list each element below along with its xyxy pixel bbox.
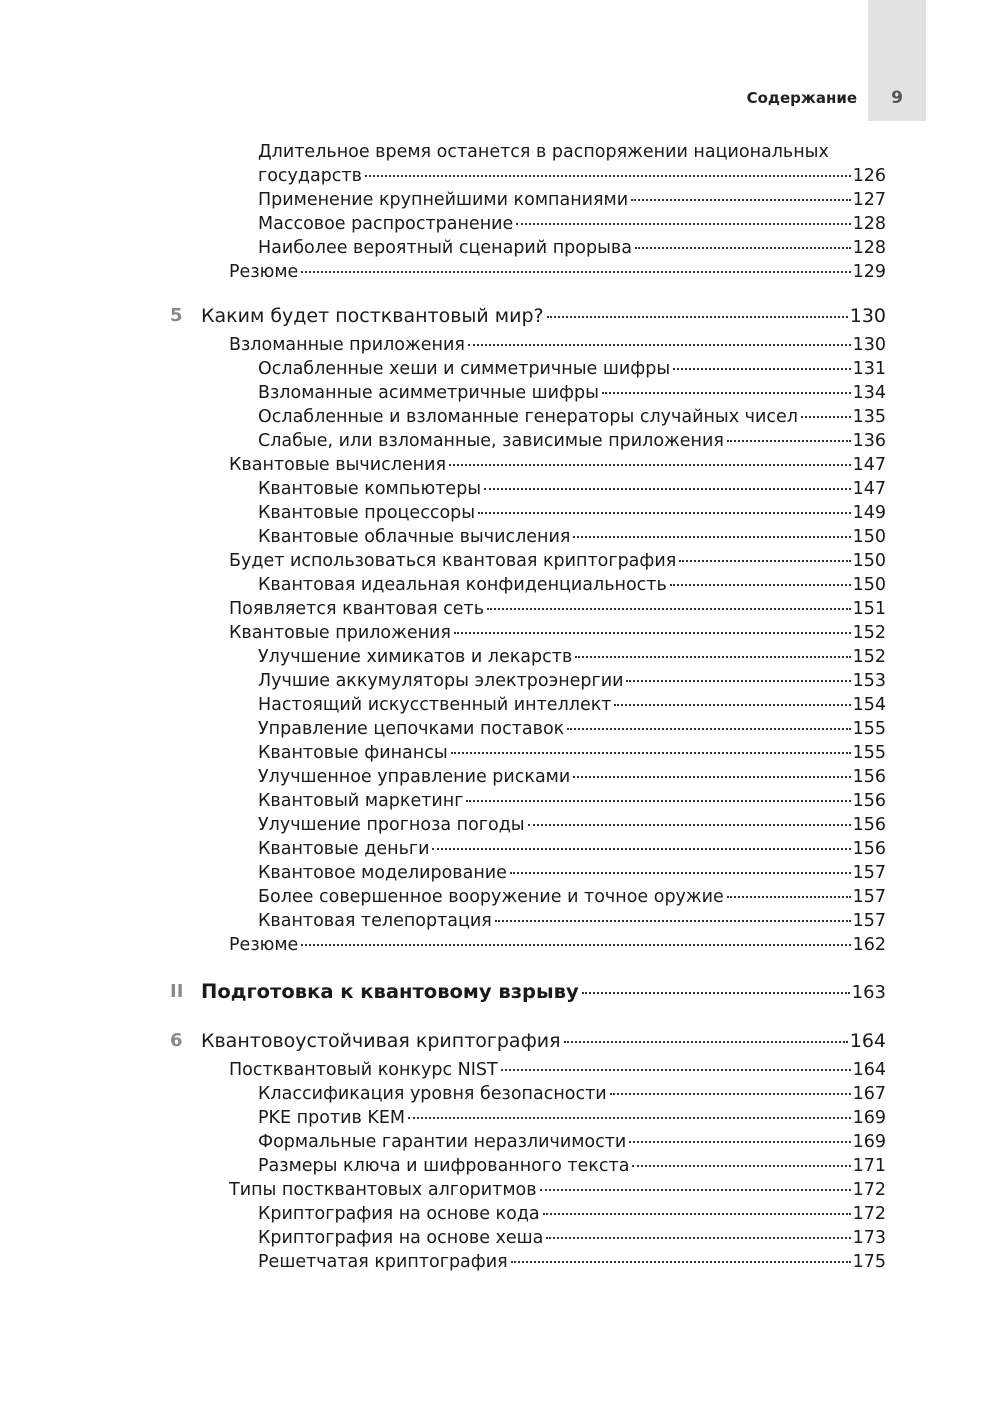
dot-leader bbox=[626, 680, 850, 682]
toc-entry-page: 164 bbox=[852, 1060, 886, 1080]
toc-entry-title: Будет использоваться квантовая криптография bbox=[229, 551, 677, 571]
toc-entry-title: Классификация уровня безопасности bbox=[258, 1084, 607, 1104]
toc-entry-page: 151 bbox=[852, 599, 886, 619]
dot-leader bbox=[629, 1141, 850, 1143]
dot-leader bbox=[573, 776, 850, 778]
toc-entry-page: 130 bbox=[852, 335, 886, 355]
toc-entry-page: 163 bbox=[851, 982, 886, 1003]
dot-leader bbox=[727, 896, 851, 898]
toc-entry-title: Квантовые компьютеры bbox=[258, 479, 482, 499]
toc-entry-page: 156 bbox=[852, 815, 886, 835]
dot-leader bbox=[727, 440, 851, 442]
toc-entry[interactable] bbox=[258, 429, 886, 453]
toc-entry[interactable] bbox=[258, 1082, 886, 1106]
toc-entry[interactable] bbox=[258, 188, 886, 212]
toc-entry[interactable] bbox=[258, 501, 886, 525]
toc-entry[interactable] bbox=[258, 164, 886, 188]
toc-entry-title: Настоящий искусственный интеллект bbox=[258, 695, 612, 715]
toc-entry-page: 153 bbox=[852, 671, 886, 691]
toc-entry[interactable] bbox=[258, 717, 886, 741]
toc-entry[interactable] bbox=[229, 453, 886, 477]
toc-entry-page: 152 bbox=[852, 647, 886, 667]
toc-entry-page: 154 bbox=[852, 695, 886, 715]
toc-entry-page: 169 bbox=[852, 1108, 886, 1128]
toc-entry[interactable] bbox=[258, 1154, 886, 1178]
toc-entry-page: 156 bbox=[852, 839, 886, 859]
toc-entry-page: 136 bbox=[852, 431, 886, 451]
dot-leader bbox=[495, 920, 851, 922]
toc-entry-title: Квантовая идеальная конфиденциальность bbox=[258, 575, 667, 595]
toc-entry-title: Формальные гарантии неразличимости bbox=[258, 1132, 627, 1152]
dot-leader bbox=[454, 632, 851, 634]
dot-leader bbox=[582, 992, 850, 994]
toc-entry-page: 171 bbox=[852, 1156, 886, 1176]
toc-entry-title: Ослабленные хеши и симметричные шифры bbox=[258, 359, 671, 379]
toc-entry-title: Типы постквантовых алгоритмов bbox=[229, 1180, 537, 1200]
toc-entry[interactable] bbox=[258, 405, 886, 429]
dot-leader bbox=[528, 824, 851, 826]
toc-entry-page: 156 bbox=[852, 791, 886, 811]
toc-entry-page: 175 bbox=[852, 1252, 886, 1272]
toc-entry-page: 135 bbox=[852, 407, 886, 427]
toc-entry-title: Криптография на основе кода bbox=[258, 1204, 540, 1224]
dot-leader bbox=[632, 1165, 850, 1167]
toc-entry-title: Применение крупнейшими компаниями bbox=[258, 190, 629, 210]
dot-leader bbox=[679, 560, 850, 562]
toc-entry-title: Более совершенное вооружение и точное оружие bbox=[258, 887, 724, 907]
toc-entry-title: Постквантовый конкурс NIST bbox=[229, 1060, 498, 1080]
toc-entry-title: Квантовоустойчивая криптография bbox=[201, 1030, 561, 1052]
toc-entry-page: 147 bbox=[852, 479, 886, 499]
dot-leader bbox=[449, 464, 851, 466]
toc-entry-page: 128 bbox=[852, 238, 886, 258]
dot-leader bbox=[487, 608, 851, 610]
toc-entry-page: 150 bbox=[852, 551, 886, 571]
toc-entry-page: 147 bbox=[852, 455, 886, 475]
running-title: Содержание bbox=[746, 89, 857, 107]
toc-entry[interactable] bbox=[258, 1250, 886, 1274]
toc-entry[interactable] bbox=[229, 621, 886, 645]
toc-entry-page: 157 bbox=[852, 863, 886, 883]
toc-entry-title: Квантовая телепортация bbox=[258, 911, 492, 931]
toc-entry-page: 162 bbox=[852, 935, 886, 955]
dot-leader bbox=[432, 848, 850, 850]
part-number: II bbox=[170, 981, 184, 1002]
toc-entry[interactable] bbox=[258, 477, 886, 501]
toc-part-entry[interactable] bbox=[201, 980, 886, 1005]
toc-entry-page: 169 bbox=[852, 1132, 886, 1152]
dot-leader bbox=[478, 512, 851, 514]
toc-entry-page: 155 bbox=[852, 743, 886, 763]
dot-leader bbox=[510, 872, 851, 874]
toc-entry-title: Квантовый маркетинг bbox=[258, 791, 464, 811]
toc-entry-title: Квантовые процессоры bbox=[258, 503, 476, 523]
toc-entry[interactable] bbox=[258, 789, 886, 813]
toc-entry-title: Криптография на основе хеша bbox=[258, 1228, 544, 1248]
toc-entry-page: 164 bbox=[849, 1030, 886, 1052]
toc-entry-page: 134 bbox=[852, 383, 886, 403]
toc-entry-title: Взломанные асимметричные шифры bbox=[258, 383, 599, 403]
toc-entry[interactable] bbox=[258, 741, 886, 765]
toc-entry[interactable] bbox=[258, 212, 886, 236]
dot-leader bbox=[365, 175, 851, 177]
toc-entry-title: Квантовые приложения bbox=[229, 623, 451, 643]
dot-leader bbox=[301, 944, 850, 946]
toc-entry-page: 149 bbox=[852, 503, 886, 523]
toc-entry-title: Массовое распространение bbox=[258, 214, 514, 234]
toc-chapter-entry[interactable] bbox=[201, 1029, 886, 1053]
toc-entry-title: Резюме bbox=[229, 935, 299, 955]
toc-entry-title-line1: Длительное время останется в распоряжении национальных bbox=[258, 142, 829, 162]
toc-entry[interactable] bbox=[258, 693, 886, 717]
toc-entry-page: 157 bbox=[852, 887, 886, 907]
toc-entry[interactable] bbox=[258, 357, 886, 381]
toc-entry-page: 126 bbox=[852, 166, 886, 186]
toc-entry-page: 156 bbox=[852, 767, 886, 787]
toc-entry-title: Решетчатая криптография bbox=[258, 1252, 508, 1272]
toc-entry-title: Появляется квантовая сеть bbox=[229, 599, 485, 619]
chapter-number: 5 bbox=[170, 305, 183, 326]
dot-leader bbox=[501, 1069, 851, 1071]
chapter-number: 6 bbox=[170, 1030, 183, 1051]
toc-entry-page: 155 bbox=[852, 719, 886, 739]
toc-entry[interactable] bbox=[229, 597, 886, 621]
toc-entry-title: Ослабленные и взломанные генераторы случайных чисел bbox=[258, 407, 798, 427]
toc-entry[interactable] bbox=[258, 669, 886, 693]
toc-entry-title: государств bbox=[258, 166, 362, 186]
toc-entry-page: 172 bbox=[852, 1180, 886, 1200]
toc-entry[interactable] bbox=[258, 236, 886, 260]
dot-leader bbox=[610, 1093, 851, 1095]
dot-leader bbox=[468, 344, 851, 346]
toc-entry[interactable] bbox=[258, 645, 886, 669]
dot-leader bbox=[631, 199, 850, 201]
dot-leader bbox=[547, 316, 848, 318]
toc-entry-title: Подготовка к квантовому взрыву bbox=[201, 980, 579, 1003]
toc-entry-page: 173 bbox=[852, 1228, 886, 1248]
dot-leader bbox=[408, 1117, 851, 1119]
toc-entry-title: Управление цепочками поставок bbox=[258, 719, 565, 739]
toc-entry-title: Улучшение прогноза погоды bbox=[258, 815, 525, 835]
toc-entry-page: 150 bbox=[852, 575, 886, 595]
dot-leader bbox=[564, 1041, 848, 1043]
dot-leader bbox=[575, 656, 850, 658]
toc-entry[interactable] bbox=[258, 525, 886, 549]
toc-entry-title: Квантовые деньги bbox=[258, 839, 430, 859]
toc-entry-title: Лучшие аккумуляторы электроэнергии bbox=[258, 671, 624, 691]
toc-entry-title: Улучшение химикатов и лекарств bbox=[258, 647, 573, 667]
toc-entry[interactable] bbox=[258, 813, 886, 837]
toc-entry-title: Слабые, или взломанные, зависимые приложения bbox=[258, 431, 724, 451]
toc-entry[interactable] bbox=[258, 765, 886, 789]
toc-entry[interactable] bbox=[258, 861, 886, 885]
toc-entry[interactable] bbox=[229, 1058, 886, 1082]
toc-entry[interactable] bbox=[258, 909, 886, 933]
dot-leader bbox=[516, 223, 850, 225]
toc-entry-title: Взломанные приложения bbox=[229, 335, 465, 355]
toc-entry-page: 129 bbox=[852, 262, 886, 282]
toc-entry[interactable] bbox=[229, 549, 886, 573]
dot-leader bbox=[301, 271, 850, 273]
toc-entry[interactable] bbox=[258, 573, 886, 597]
dot-leader bbox=[451, 752, 851, 754]
toc-entry-title: Размеры ключа и шифрованного текста bbox=[258, 1156, 630, 1176]
toc-entry[interactable] bbox=[258, 1106, 886, 1130]
toc-entry-page: 130 bbox=[849, 305, 886, 327]
toc-entry-title: Квантовые облачные вычисления bbox=[258, 527, 571, 547]
toc-entry-title: PKE против KEM bbox=[258, 1108, 405, 1128]
toc-entry-title: Резюме bbox=[229, 262, 299, 282]
toc-entry-title: Улучшенное управление рисками bbox=[258, 767, 571, 787]
toc-entry-page: 131 bbox=[852, 359, 886, 379]
toc-entry[interactable] bbox=[229, 933, 886, 957]
toc-entry[interactable] bbox=[258, 885, 886, 909]
toc-entry-page: 150 bbox=[852, 527, 886, 547]
dot-leader bbox=[635, 247, 851, 249]
toc-entry-page: 128 bbox=[852, 214, 886, 234]
dot-leader bbox=[511, 1261, 851, 1263]
toc-entry[interactable] bbox=[229, 1178, 886, 1202]
toc-entry-page: 152 bbox=[852, 623, 886, 643]
toc-entry[interactable] bbox=[258, 1202, 886, 1226]
dot-leader bbox=[543, 1213, 851, 1215]
dot-leader bbox=[801, 416, 851, 418]
dot-leader bbox=[466, 800, 850, 802]
toc-entry-page: 172 bbox=[852, 1204, 886, 1224]
toc-entry-title: Наиболее вероятный сценарий прорыва bbox=[258, 238, 632, 258]
toc-entry[interactable] bbox=[258, 837, 886, 861]
toc-entry[interactable] bbox=[258, 381, 886, 405]
toc-entry-page: 167 bbox=[852, 1084, 886, 1104]
toc-entry[interactable] bbox=[229, 260, 886, 284]
toc-entry[interactable] bbox=[229, 333, 886, 357]
toc-entry-page: 157 bbox=[852, 911, 886, 931]
dot-leader bbox=[567, 728, 850, 730]
dot-leader bbox=[614, 704, 850, 706]
toc-entry-title: Квантовые финансы bbox=[258, 743, 448, 763]
toc-entry[interactable] bbox=[258, 1226, 886, 1250]
toc-entry-title: Каким будет постквантовый мир? bbox=[201, 305, 544, 327]
dot-leader bbox=[546, 1237, 850, 1239]
toc-entry-title: Квантовое моделирование bbox=[258, 863, 507, 883]
toc-entry-title: Квантовые вычисления bbox=[229, 455, 447, 475]
dot-leader bbox=[602, 392, 851, 394]
dot-leader bbox=[573, 536, 850, 538]
toc-entry-page: 127 bbox=[852, 190, 886, 210]
toc-entry[interactable] bbox=[258, 1130, 886, 1154]
page-number: 9 bbox=[891, 88, 903, 108]
dot-leader bbox=[670, 584, 851, 586]
dot-leader bbox=[540, 1189, 851, 1191]
dot-leader bbox=[484, 488, 850, 490]
toc-chapter-entry[interactable] bbox=[201, 304, 886, 328]
dot-leader bbox=[673, 368, 850, 370]
